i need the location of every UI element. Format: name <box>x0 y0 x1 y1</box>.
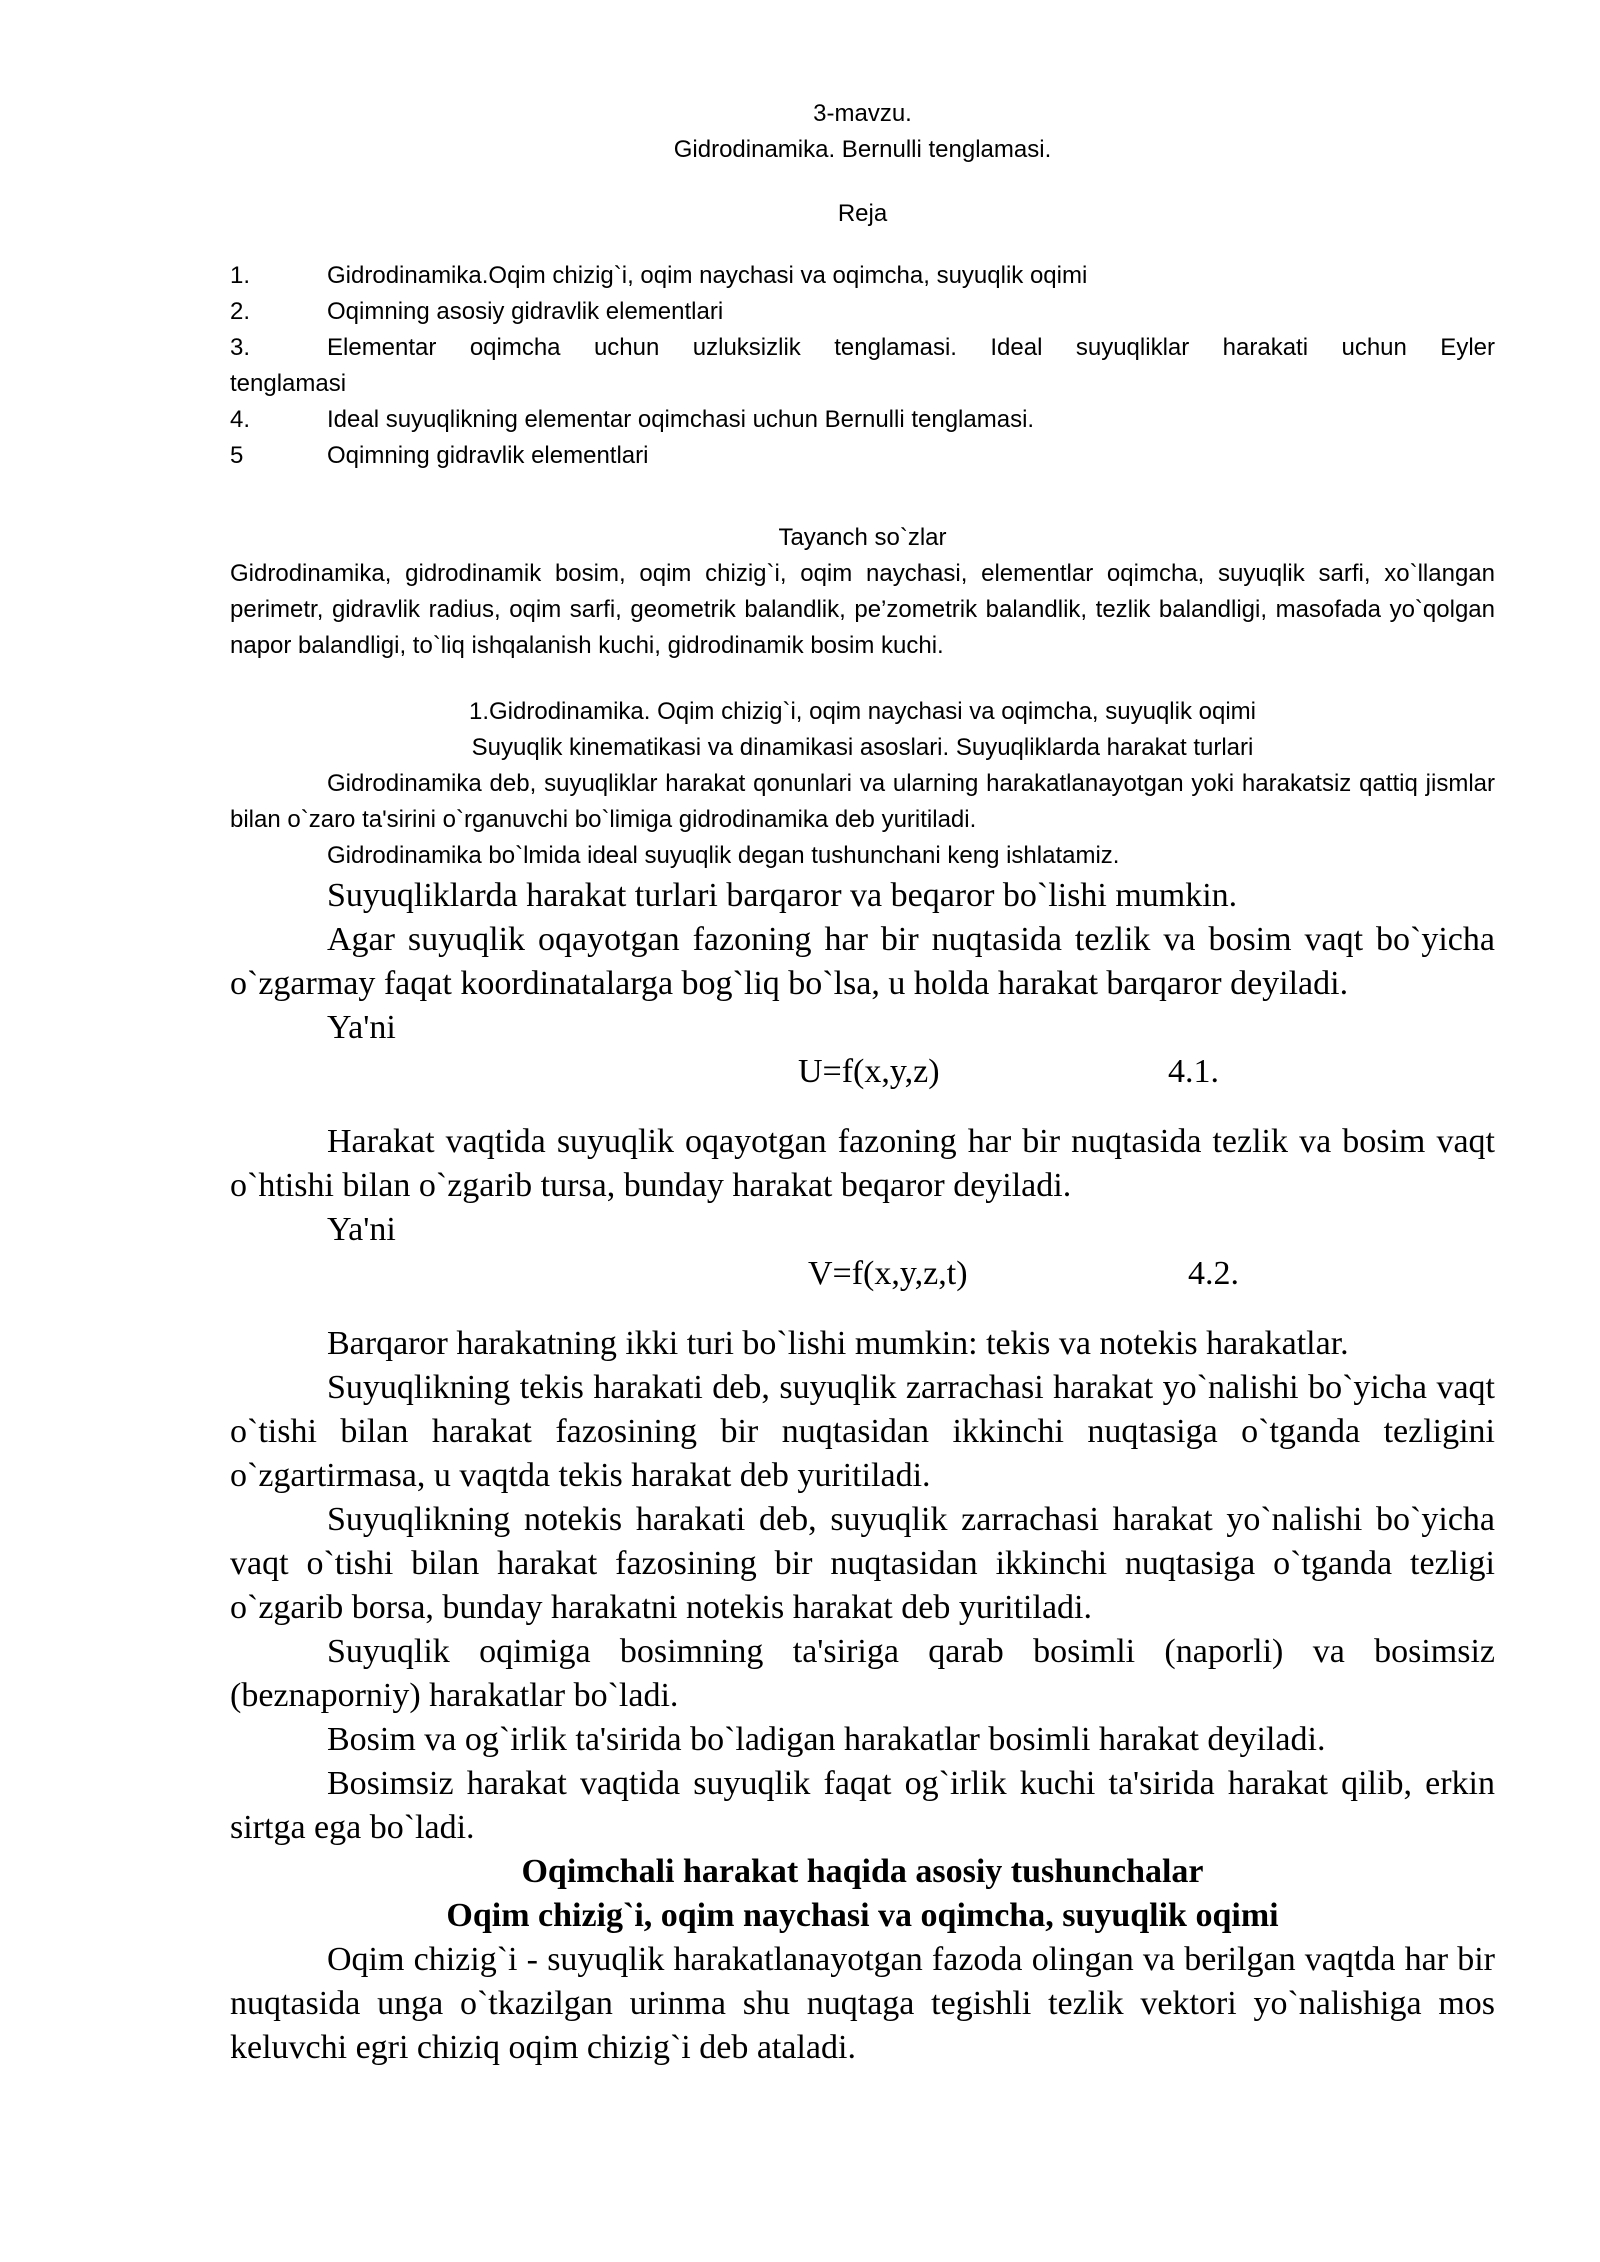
paragraph: Gidrodinamika deb, suyuqliklar harakat qonunlari va ularning harakatlanayotgan yoki harakatsiz qattiq jismlar bilan o`zaro ta'sirini o`rganuvchi bo`limiga gidrodinamika deb yuritiladi. <box>230 770 1495 833</box>
paragraph: Suyuqliklarda harakat turlari barqaror va beqaror bo`lishi mumkin. <box>327 877 1238 914</box>
topic-number: 3-mavzu. <box>813 100 912 127</box>
list-text: Gidrodinamika.Oqim chizig`i, oqim naychasi va oqimcha, suyuqlik oqimi <box>327 262 1088 289</box>
formula-number: 4.2. <box>1188 1255 1239 1292</box>
plan-heading: Reja <box>837 200 888 227</box>
paragraph: Barqaror harakatning ikki turi bo`lishi mumkin: tekis va notekis harakatlar. <box>327 1325 1349 1362</box>
section-subheading: Suyuqlik kinematikasi va dinamikasi asoslari. Suyuqliklarda harakat turlari <box>471 734 1254 761</box>
section-heading: Oqimchali harakat haqida asosiy tushunchalar <box>521 1853 1204 1890</box>
formula-line <box>230 1252 1495 1296</box>
document-title: Gidrodinamika. Bernulli tenglamasi. <box>673 136 1052 163</box>
paragraph: Ya'ni <box>327 1211 396 1248</box>
list-continuation: tenglamasi <box>230 370 347 397</box>
list-text: Ideal suyuqlikning elementar oqimchasi uchun Bernulli tenglamasi. <box>327 406 1035 433</box>
body-text <box>230 874 1495 2070</box>
paragraph: Suyuqlikning notekis harakati deb, suyuqlik zarrachasi harakat yo`nalishi bo`yicha vaqt o`tishi bilan harakat fazosining bir nuqtasidan ikkinchi nuqtasiga o`tganda tezligi o`zgarib borsa, bunday harakatni notekis harakat deb yuritiladi. <box>230 1501 1495 1626</box>
list-text: Oqimning gidravlik elementlari <box>327 442 649 469</box>
paragraph: Gidrodinamika bo`lmida ideal suyuqlik degan tushunchani keng ishlatamiz. <box>327 842 1120 869</box>
paragraph: Oqim chizig`i - suyuqlik harakatlanayotgan fazoda olingan va berilgan vaqtda har bir nuqtasida unga o`tkazilgan urinma shu nuqtaga tegishli tezlik vektori yo`nalishiga mos keluvchi egri chiziq oqim chizig`i deb ataladi. <box>230 1941 1495 2066</box>
list-item <box>230 438 1495 474</box>
section-heading: 1.Gidrodinamika. Oqim chizig`i, oqim naychasi va oqimcha, suyuqlik oqimi <box>469 698 1256 725</box>
formula-number: 4.1. <box>1168 1053 1219 1090</box>
keywords-text: Gidrodinamika, gidrodinamik bosim, oqim chizig`i, oqim naychasi, elementlar oqimcha, suyuqlik sarfi, xo`llangan perimetr, gidravlik radius, oqim sarfi, geometrik balandlik, pe’zometrik balandlik, tezlik balandligi, masofada yo`qolgan napor balandligi, to`liq ishqalanish kuchi, gidrodinamik bosim kuchi. <box>230 560 1495 659</box>
section-subheading: Oqim chizig`i, oqim naychasi va oqimcha, suyuqlik oqimi <box>446 1897 1279 1934</box>
list-number: 1. <box>230 262 251 289</box>
formula: U=f(x,y,z) <box>798 1053 940 1090</box>
paragraph: Bosim va og`irlik ta'sirida bo`ladigan harakatlar bosimli harakat deyiladi. <box>327 1721 1326 1758</box>
list-item <box>230 330 1495 366</box>
list-number: 5 <box>230 442 244 469</box>
list-number: 4. <box>230 406 251 433</box>
list-item <box>230 258 1495 294</box>
paragraph: Agar suyuqlik oqayotgan fazoning har bir nuqtasida tezlik va bosim vaqt bo`yicha o`zgarmay faqat koordinatalarga bog`liq bo`lsa, u holda harakat barqaror deyiladi. <box>230 921 1495 1002</box>
formula: V=f(x,y,z,t) <box>808 1255 968 1292</box>
paragraph: Ya'ni <box>327 1009 396 1046</box>
list-number: 3. <box>230 334 251 361</box>
keywords-heading: Tayanch so`zlar <box>778 524 947 551</box>
formula-line <box>230 1050 1495 1094</box>
plan-list <box>230 258 1495 474</box>
list-item <box>230 294 1495 330</box>
list-number: 2. <box>230 298 251 325</box>
paragraph: Suyuqlik oqimiga bosimning ta'siriga qarab bosimli (naporli) va bosimsiz (beznaporniy) harakatlar bo`ladi. <box>230 1633 1495 1714</box>
list-text: Oqimning asosiy gidravlik elementlari <box>327 298 724 325</box>
list-item <box>230 402 1495 438</box>
list-text: Elementar oqimcha uchun uzluksizlik tenglamasi. Ideal suyuqliklar harakati uchun Eyler <box>327 334 1495 361</box>
paragraph: Harakat vaqtida suyuqlik oqayotgan fazoning har bir nuqtasida tezlik va bosim vaqt o`htishi bilan o`zgarib tursa, bunday harakat beqaror deyiladi. <box>230 1123 1495 1204</box>
paragraph: Bosimsiz harakat vaqtida suyuqlik faqat og`irlik kuchi ta'sirida harakat qilib, erkin sirtga ega bo`ladi. <box>230 1765 1495 1846</box>
paragraph: Suyuqlikning tekis harakati deb, suyuqlik zarrachasi harakat yo`nalishi bo`yicha vaqt o`tishi bilan harakat fazosining bir nuqtasidan ikkinchi nuqtasiga o`tganda tezligini o`zgartirmasa, u vaqtda tekis harakat deb yuritiladi. <box>230 1369 1495 1494</box>
